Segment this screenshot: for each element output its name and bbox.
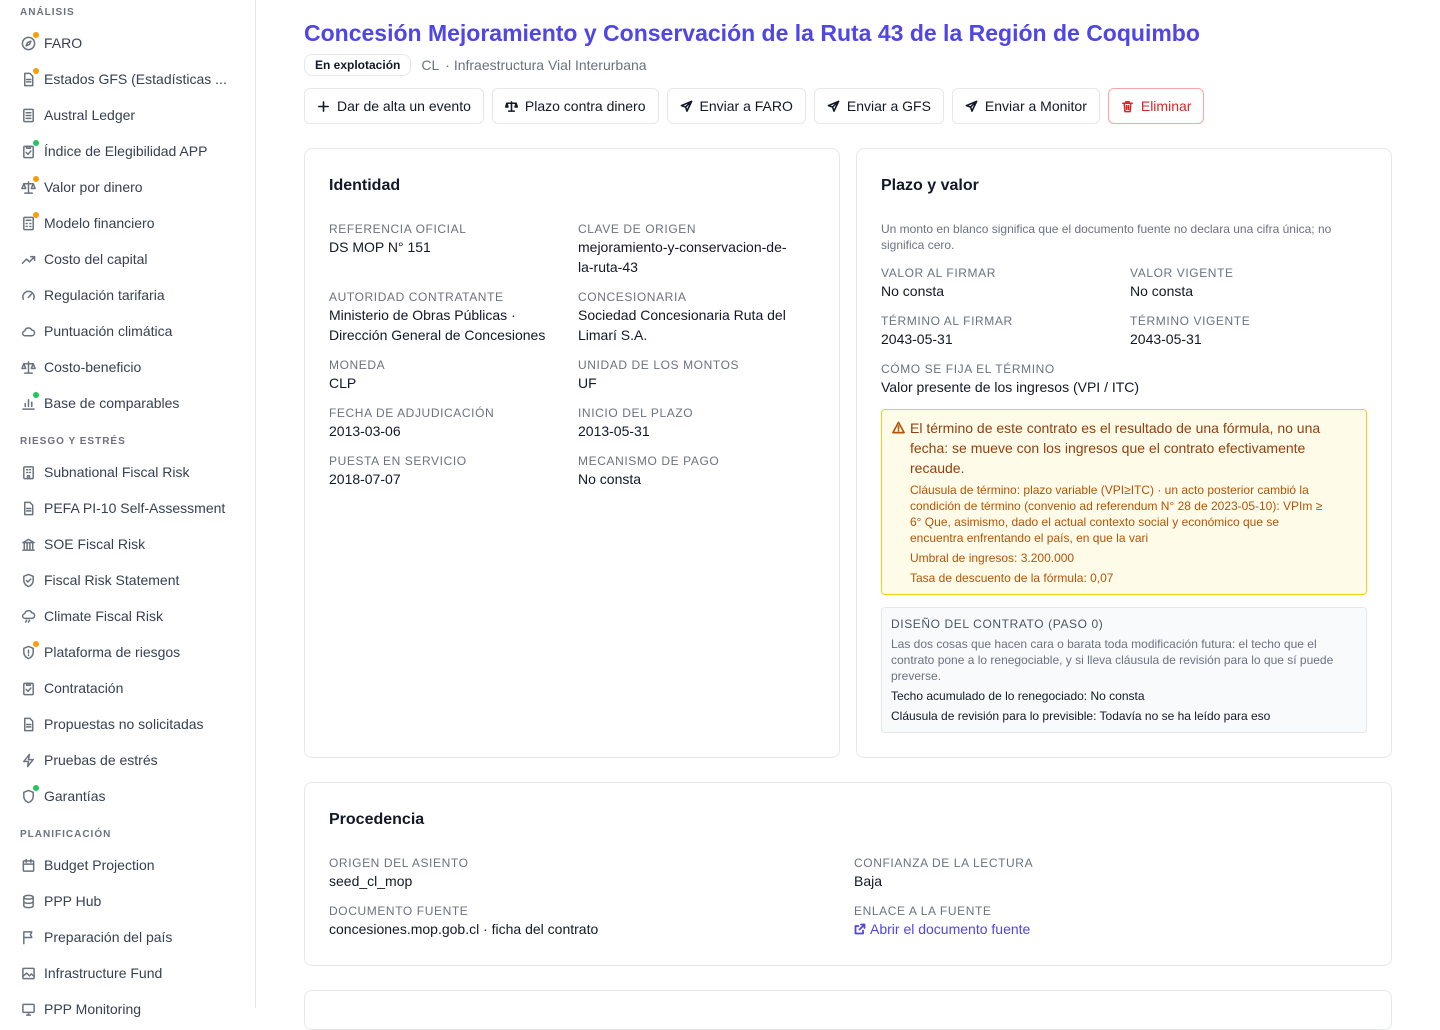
origin-key-field: CLAVE DE ORIGEN mejoramiento-y-conservacion-de- la-ruta-43	[578, 222, 787, 275]
document-icon	[20, 716, 36, 732]
gauge-icon	[20, 287, 36, 303]
compass-icon	[20, 35, 36, 51]
award-date-field: FECHA DE ADJUDICACIÓN 2013-03-06	[329, 406, 495, 439]
sidebar-item-label: PPP Monitoring	[44, 1001, 142, 1017]
sidebar-item-modelo-financiero[interactable]	[0, 205, 255, 241]
sidebar-item-label: Base de comparables	[44, 395, 180, 411]
sidebar-item-label: Índice de Elegibilidad APP	[44, 143, 208, 159]
sidebar-item-label: Costo del capital	[44, 251, 148, 267]
database-icon	[20, 893, 36, 909]
discount-rate: Tasa de descuento de la fórmula: 0,07	[910, 571, 1114, 585]
country-code: CL	[421, 57, 440, 73]
calculator-icon	[20, 215, 36, 231]
sidebar-item-costo-beneficio[interactable]	[0, 349, 255, 385]
shield-icon	[20, 788, 36, 804]
sidebar	[0, 0, 256, 1017]
review-clause: Cláusula de revisión para lo previsible: Todavía no se ha leído para eso	[891, 709, 1271, 723]
sidebar-item-propuestas[interactable]	[0, 706, 255, 742]
cloud-icon	[20, 323, 36, 339]
document-icon	[20, 500, 36, 516]
official-reference-field: REFERENCIA OFICIAL DS MOP N° 151	[329, 222, 467, 255]
sidebar-item-contratacion[interactable]	[0, 670, 255, 706]
bank-icon	[20, 536, 36, 552]
sidebar-item-garantias[interactable]	[0, 778, 255, 814]
sidebar-item-climate-fiscal-risk[interactable]	[0, 598, 255, 634]
value-at-signing-field: VALOR AL FIRMAR No consta	[881, 266, 997, 299]
blank-amount-note: Un monto en blanco significa que el documento fuente no declara una cifra única; no significa cero.	[881, 222, 1332, 252]
scale-icon	[20, 179, 36, 195]
service-date-field: PUESTA EN SERVICIO 2018-07-07	[329, 454, 467, 487]
sidebar-item-soe-fiscal-risk[interactable]	[0, 526, 255, 562]
sidebar-item-label: Preparación del país	[44, 929, 173, 945]
section-title-riesgo: RIESGO Y ESTRÉS	[20, 436, 126, 447]
external-link-icon	[854, 923, 866, 935]
current-term-field: TÉRMINO VIGENTE 2043-05-31	[1130, 314, 1251, 347]
shield-icon	[20, 572, 36, 588]
plus-icon	[317, 100, 330, 113]
ledger-icon	[20, 107, 36, 123]
page-title: Concesión Mejoramiento y Conservación de la Ruta 43 de la Región de Coquimbo	[304, 20, 1200, 46]
sidebar-item-costo-capital[interactable]	[0, 241, 255, 277]
sidebar-item-faro[interactable]	[0, 25, 255, 61]
clipboard-icon	[20, 143, 36, 159]
sidebar-item-label: Infrastructure Fund	[44, 965, 163, 981]
source-link-field: ENLACE A LA FUENTE Abrir el documento fuente	[854, 904, 1031, 937]
identity-card	[304, 148, 840, 758]
sidebar-item-label: Modelo financiero	[44, 215, 155, 231]
sidebar-item-subnational-fiscal-risk[interactable]	[0, 454, 255, 490]
sidebar-item-label: PPP Hub	[44, 893, 102, 909]
next-card	[304, 990, 1392, 1030]
sidebar-item-preparacion-pais[interactable]	[0, 919, 255, 955]
sidebar-item-label: Budget Projection	[44, 857, 155, 873]
document-icon	[20, 71, 36, 87]
payment-mechanism-field: MECANISMO DE PAGO No consta	[578, 454, 720, 487]
image-icon	[20, 965, 36, 981]
trending-up-icon	[20, 251, 36, 267]
bar-chart-icon	[20, 395, 36, 411]
sidebar-item-label: Pruebas de estrés	[44, 752, 158, 768]
sidebar-item-label: Propuestas no solicitadas	[44, 716, 204, 732]
add-event-button[interactable]: Dar de alta un evento	[304, 88, 484, 124]
send-icon	[827, 100, 840, 113]
building-icon	[20, 464, 36, 480]
shield-alert-icon	[20, 644, 36, 660]
sidebar-item-label: Climate Fiscal Risk	[44, 608, 164, 624]
sidebar-item-pruebas-estres[interactable]	[0, 742, 255, 778]
send-to-monitor-button[interactable]: Enviar a Monitor	[952, 88, 1100, 124]
current-value-field: VALOR VIGENTE No consta	[1130, 266, 1234, 299]
contract-design-box: DISEÑO DEL CONTRATO (PASO 0) Las dos cosas que hacen cara o barata toda modificación futura: el techo que el contrato pone a lo renegociable, y si lleva cláusula de revisión para lo que sí puede preverse. Techo acumulado de lo renegociado: No consta Cláusula de revisión para lo previsible: Todavía no se ha leído para eso	[881, 607, 1367, 733]
clipboard-icon	[20, 680, 36, 696]
open-source-document-link[interactable]: Abrir el documento fuente	[854, 919, 1030, 939]
sidebar-item-base-comparables[interactable]	[0, 385, 255, 421]
term-vs-money-button[interactable]: Plazo contra dinero	[492, 88, 659, 124]
identity-title: Identidad	[329, 177, 401, 194]
scale-icon	[505, 100, 518, 113]
entry-origin-field: ORIGEN DEL ASIENTO seed_cl_mop	[329, 856, 469, 889]
sidebar-item-gfs[interactable]	[0, 61, 255, 97]
delete-button[interactable]: Eliminar	[1108, 88, 1205, 124]
formula-term-warning: El término de este contrato es el resultado de una fórmula, no una fecha: se mueve con los ingresos que el contrato efectivamente recaude. Cláusula de término: plazo variable (VPI≥ITC) · un acto posterior cambió la condición de término (convenio ad referendum N° 28 de 2023-05-10): VPIm ≥ 6° Que, asimismo, dado el actual contexto social y económico que se encuentra enfrentando el país, en que la vari Umbral de ingresos: 3.200.000 Tasa de descuento de la fórmula: 0,07	[881, 409, 1367, 595]
term-value-title: Plazo y valor	[881, 177, 979, 194]
page-meta	[304, 54, 647, 76]
send-icon	[965, 100, 978, 113]
section-title-analisis: ANÁLISIS	[20, 7, 75, 18]
sidebar-item-label: PEFA PI-10 Self-Assessment	[44, 500, 226, 516]
send-icon	[680, 100, 693, 113]
sidebar-item-austral-ledger[interactable]	[0, 97, 255, 133]
sidebar-item-budget-projection[interactable]	[0, 847, 255, 883]
concessionaire-field: CONCESIONARIA Sociedad Concesionaria Ruta del Limarí S.A.	[578, 290, 786, 343]
reading-confidence-field: CONFIANZA DE LA LECTURA Baja	[854, 856, 1034, 889]
sidebar-item-ppp-hub[interactable]	[0, 883, 255, 919]
sidebar-item-label: Austral Ledger	[44, 107, 136, 123]
revenue-threshold: Umbral de ingresos: 3.200.000	[910, 551, 1075, 565]
sector-label: · Infraestructura Vial Interurbana	[445, 57, 647, 73]
sidebar-item-pefa[interactable]	[0, 490, 255, 526]
term-start-field: INICIO DEL PLAZO 2013-05-31	[578, 406, 694, 439]
action-toolbar	[304, 88, 1212, 124]
sidebar-item-label: SOE Fiscal Risk	[44, 536, 146, 552]
term-at-signing-field: TÉRMINO AL FIRMAR 2043-05-31	[881, 314, 1013, 347]
sidebar-item-elegibilidad[interactable]	[0, 133, 255, 169]
sidebar-item-label: Costo-beneficio	[44, 359, 142, 375]
sidebar-item-label: Estados GFS (Estadísticas ...	[44, 71, 227, 87]
contracting-authority-field: AUTORIDAD CONTRATANTE Ministerio de Obras Públicas · Dirección General de Concesiones	[329, 290, 546, 343]
warning-icon	[892, 421, 905, 434]
sidebar-item-ppp-monitoring[interactable]	[0, 991, 255, 1027]
term-method-field: CÓMO SE FIJA EL TÉRMINO Valor presente de los ingresos (VPI / ITC)	[881, 362, 1140, 395]
provenance-title: Procedencia	[329, 811, 425, 828]
sidebar-item-label: Garantías	[44, 788, 106, 804]
status-badge: En explotación	[304, 54, 411, 76]
sidebar-item-label: Regulación tarifaria	[44, 287, 165, 303]
send-to-faro-button[interactable]: Enviar a FARO	[667, 88, 806, 124]
zap-icon	[20, 752, 36, 768]
cloud-rain-icon	[20, 608, 36, 624]
trash-icon	[1121, 100, 1134, 113]
sidebar-item-plataforma-riesgos[interactable]	[0, 634, 255, 670]
sidebar-item-infrastructure-fund[interactable]	[0, 955, 255, 991]
sidebar-item-label: Subnational Fiscal Risk	[44, 464, 190, 480]
scale-icon	[20, 359, 36, 375]
sidebar-item-label: Plataforma de riesgos	[44, 644, 181, 660]
flag-icon	[20, 929, 36, 945]
sidebar-item-puntuacion-climatica[interactable]	[0, 313, 255, 349]
term-value-card	[856, 148, 1392, 758]
sidebar-item-label: FARO	[44, 35, 83, 51]
sidebar-item-label: Fiscal Risk Statement	[44, 572, 180, 588]
monitor-icon	[20, 1001, 36, 1017]
sidebar-item-valor-por-dinero[interactable]	[0, 169, 255, 205]
sidebar-item-regulacion-tarifaria[interactable]	[0, 277, 255, 313]
sidebar-item-fiscal-risk-statement[interactable]	[0, 562, 255, 598]
send-to-gfs-button[interactable]: Enviar a GFS	[814, 88, 944, 124]
calendar-icon	[20, 857, 36, 873]
sidebar-item-label: Contratación	[44, 680, 124, 696]
source-document-field: DOCUMENTO FUENTE concesiones.mop.gob.cl · ficha del contrato	[329, 904, 599, 937]
term-clause: Cláusula de término: plazo variable (VPI≥ITC) · un acto posterior cambió la condición de término (convenio ad referendum N° 28 de 2023-05-10): VPIm ≥ 6° Que, asimismo, dado el actual contexto social y económico que se encuentra enfrentando el país, en que la vari	[910, 483, 1323, 545]
amount-unit-field: UNIDAD DE LOS MONTOS UF	[578, 358, 740, 391]
sidebar-item-label: Valor por dinero	[44, 179, 143, 195]
provenance-card	[304, 782, 1392, 966]
section-title-planificacion: PLANIFICACIÓN	[20, 829, 112, 840]
currency-field: MONEDA CLP	[329, 358, 386, 391]
sidebar-item-label: Puntuación climática	[44, 323, 173, 339]
renegotiation-cap: Techo acumulado de lo renegociado: No consta	[891, 689, 1145, 703]
